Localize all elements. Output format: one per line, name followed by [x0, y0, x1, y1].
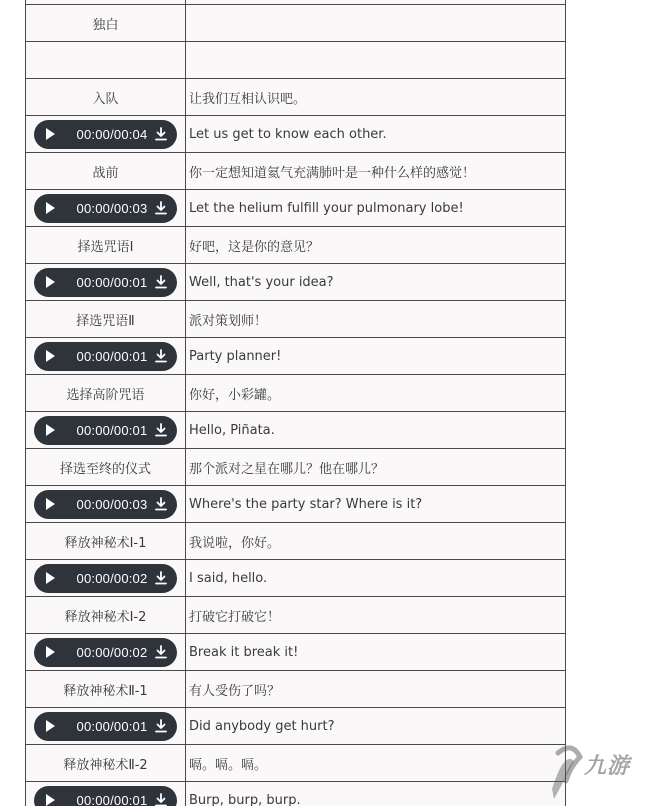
voice-line-name: 独白: [26, 5, 186, 42]
audio-row: [26, 116, 566, 153]
play-icon[interactable]: [46, 350, 55, 362]
download-icon[interactable]: [155, 571, 167, 585]
voice-line-name: 释放神秘术Ⅰ-1: [26, 523, 186, 560]
voice-line-english: I said, hello.: [186, 560, 566, 597]
voice-line-name: 战前: [26, 153, 186, 190]
audio-player[interactable]: [34, 564, 177, 593]
table-body: [26, 0, 566, 806]
audio-time: 00:00/00:03: [76, 496, 148, 512]
play-icon[interactable]: [46, 128, 55, 140]
audio-time: 00:00/00:01: [76, 348, 148, 364]
audio-player[interactable]: [34, 416, 177, 445]
play-icon[interactable]: [46, 794, 55, 806]
voice-line-english: Where's the party star? Where is it?: [186, 486, 566, 523]
audio-time: 00:00/00:02: [76, 570, 148, 586]
download-icon[interactable]: [155, 349, 167, 363]
voice-line-english: Did anybody get hurt?: [186, 708, 566, 745]
audio-time: 00:00/00:01: [76, 274, 148, 290]
voice-line-chinese: [186, 5, 566, 42]
voice-line-chinese: 你一定想知道氦气充满肺叶是一种什么样的感觉！: [186, 153, 566, 190]
voice-line-chinese: 你好，小彩罐。: [186, 375, 566, 412]
voice-line-chinese: 让我们互相认识吧。: [186, 79, 566, 116]
voice-line-name: 释放神秘术Ⅰ-2: [26, 597, 186, 634]
audio-player-cell: [26, 264, 186, 301]
voice-label-row: [26, 227, 566, 264]
audio-row: [26, 708, 566, 745]
voice-label-row: [26, 745, 566, 782]
audio-player[interactable]: [34, 490, 177, 519]
audio-player-cell: [26, 116, 186, 153]
voice-line-name: 入队: [26, 79, 186, 116]
play-icon[interactable]: [46, 720, 55, 732]
voice-line-chinese: 有人受伤了吗？: [186, 671, 566, 708]
voice-line-name: 选择高阶咒语: [26, 375, 186, 412]
download-icon[interactable]: [155, 127, 167, 141]
download-icon[interactable]: [155, 275, 167, 289]
download-icon[interactable]: [155, 201, 167, 215]
voice-line-chinese: 我说啦，你好。: [186, 523, 566, 560]
audio-player[interactable]: [34, 786, 177, 806]
audio-player-cell: [26, 338, 186, 375]
voice-line-chinese: 打破它打破它！: [186, 597, 566, 634]
voice-line-name: 择选咒语Ⅱ: [26, 301, 186, 338]
play-icon[interactable]: [46, 276, 55, 288]
audio-row: [26, 264, 566, 301]
voice-label-row: [26, 523, 566, 560]
voice-lines-table: [25, 0, 566, 806]
audio-time: 00:00/00:03: [76, 200, 148, 216]
audio-row: [26, 560, 566, 597]
voice-label-row: [26, 375, 566, 412]
audio-player[interactable]: [34, 120, 177, 149]
audio-time: 00:00/00:01: [76, 792, 148, 806]
download-icon[interactable]: [155, 793, 167, 806]
voice-label-row: [26, 449, 566, 486]
voice-line-chinese: 那个派对之星在哪儿？他在哪儿？: [186, 449, 566, 486]
play-icon[interactable]: [46, 498, 55, 510]
audio-player[interactable]: [34, 194, 177, 223]
voice-line-chinese: 派对策划师！: [186, 301, 566, 338]
download-icon[interactable]: [155, 645, 167, 659]
play-icon[interactable]: [46, 424, 55, 436]
voice-label-row: [26, 79, 566, 116]
audio-player-cell: [26, 412, 186, 449]
voice-line-name: [26, 42, 186, 79]
voice-label-row: [26, 42, 566, 79]
download-icon[interactable]: [155, 497, 167, 511]
voice-line-name: 择选咒语Ⅰ: [26, 227, 186, 264]
voice-label-row: [26, 671, 566, 708]
play-icon[interactable]: [46, 572, 55, 584]
audio-player[interactable]: [34, 638, 177, 667]
audio-player[interactable]: [34, 268, 177, 297]
play-icon[interactable]: [46, 646, 55, 658]
audio-player[interactable]: [34, 342, 177, 371]
voice-line-english: Well, that's your idea?: [186, 264, 566, 301]
voice-line-chinese: 嗝。嗝。嗝。: [186, 745, 566, 782]
audio-row: [26, 782, 566, 806]
voice-line-english: Party planner!: [186, 338, 566, 375]
audio-player-cell: [26, 190, 186, 227]
voice-line-english: Hello, Piñata.: [186, 412, 566, 449]
voice-label-row: [26, 301, 566, 338]
audio-row: [26, 634, 566, 671]
audio-player-cell: [26, 634, 186, 671]
play-icon[interactable]: [46, 202, 55, 214]
voice-line-name: 释放神秘术Ⅱ-1: [26, 671, 186, 708]
download-icon[interactable]: [155, 423, 167, 437]
voice-line-chinese: [186, 42, 566, 79]
audio-row: [26, 486, 566, 523]
watermark-text: 九游: [584, 754, 631, 779]
audio-player-cell: [26, 708, 186, 745]
audio-player[interactable]: [34, 712, 177, 741]
audio-row: [26, 190, 566, 227]
audio-player-cell: [26, 486, 186, 523]
voice-line-english: Let the helium fulfill your pulmonary lobe!: [186, 190, 566, 227]
voice-line-name: 择选至终的仪式: [26, 449, 186, 486]
voice-line-chinese: 好吧，这是你的意见？: [186, 227, 566, 264]
voice-label-row: [26, 153, 566, 190]
voice-line-name: 释放神秘术Ⅱ-2: [26, 745, 186, 782]
audio-time: 00:00/00:02: [76, 644, 148, 660]
audio-row: [26, 412, 566, 449]
voice-label-row: [26, 597, 566, 634]
voice-line-english: Burp, burp, burp.: [186, 782, 566, 806]
audio-time: 00:00/00:04: [76, 126, 148, 142]
download-icon[interactable]: [155, 719, 167, 733]
audio-player-cell: [26, 782, 186, 806]
audio-player-cell: [26, 560, 186, 597]
voice-line-english: Let us get to know each other.: [186, 116, 566, 153]
voice-line-english: Break it break it!: [186, 634, 566, 671]
audio-row: [26, 338, 566, 375]
voice-label-row: [26, 5, 566, 42]
audio-time: 00:00/00:01: [76, 718, 148, 734]
audio-time: 00:00/00:01: [76, 422, 148, 438]
